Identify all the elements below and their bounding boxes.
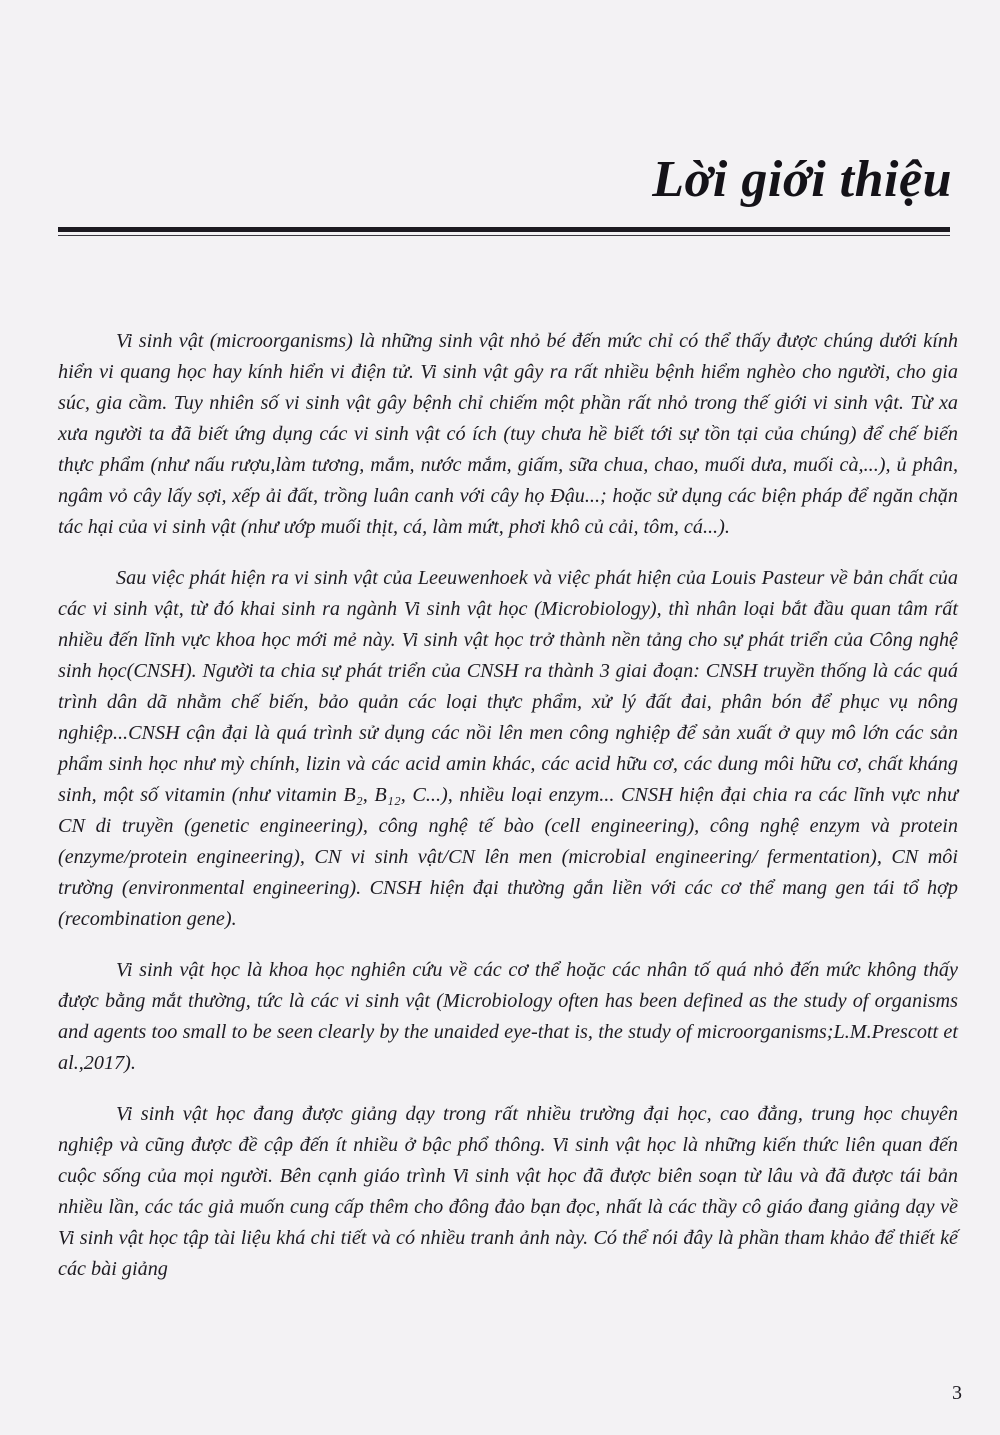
title-underline-thin: [58, 235, 950, 236]
title-underline-thick: [58, 227, 950, 232]
paragraph-3: Vi sinh vật học là khoa học nghiên cứu về các cơ thể hoặc các nhân tố quá nhỏ đến mức không thấy được bằng mắt thường, tức là các vi sinh vật (Microbiology often has been defined as the study of organisms and agents too small to be seen clearly by the unaided eye-that is, the study of microorganisms;L.M.Prescott et al.,2017).: [58, 959, 958, 1074]
paragraph-4: Vi sinh vật học đang được giảng dạy trong rất nhiều trường đại học, cao đẳng, trung học chuyên nghiệp và cũng được đề cập đến ít nhiều ở bậc phổ thông. Vi sinh vật học là những kiến thức liên quan đến cuộc sống của mọi người. Bên cạnh giáo trình Vi sinh vật học đã được biên soạn từ lâu và đã được tái bản nhiều lần, các tác giả muốn cung cấp thêm cho đông đảo bạn đọc, nhất là các thầy cô giáo đang giảng dạy về Vi sinh vật học tập tài liệu khá chi tiết và có nhiều tranh ảnh này. Có thể nói đây là phần tham khảo để thiết kế các bài giảng: [58, 1103, 958, 1280]
page-title: Lời giới thiệu: [652, 151, 952, 208]
page-number: 3: [952, 1382, 962, 1404]
body-text: [58, 326, 958, 1285]
paragraph-2: Sau việc phát hiện ra vi sinh vật của Leeuwenhoek và việc phát hiện của Louis Pasteur về bản chất của các vi sinh vật, từ đó khai sinh ra ngành Vi sinh vật học (Microbiology), thì nhân loại bắt đầu quan tâm rất nhiều đến lĩnh vực khoa học mới mẻ này. Vi sinh vật học trở thành nền tảng cho sự phát triển của Công nghệ sinh học(CNSH). Người ta chia sự phát triển của CNSH ra thành 3 giai đoạn: CNSH truyền thống là các quá trình dân dã nhằm chế biến, bảo quản các loại thực phẩm, xử lý đất đai, phân bón để phục vụ nông nghiệp...CNSH cận đại là quá trình sử dụng các nồi lên men công nghiệp để sản xuất ở quy mô lớn các sản phẩm sinh học như mỳ chính, lizin và các acid amin khác, các acid hữu cơ, các dung môi hữu cơ, chất kháng sinh, một số vitamin (như vitamin B₂, B₁₂, C...), nhiều loại enzym... CNSH hiện đại chia ra các lĩnh vực như CN di truyền (genetic engineering), công nghệ tế bào (cell engineering), công nghệ enzym và protein (enzyme/protein engineering), CN vi sinh vật/CN lên men (microbial engineering/ fermentation), CN môi trường (environmental engineering). CNSH hiện đại thường gắn liền với các cơ thể mang gen tái tổ hợp (recombination gene).: [58, 567, 958, 930]
paragraph-1: Vi sinh vật (microorganisms) là những sinh vật nhỏ bé đến mức chỉ có thể thấy được chúng dưới kính hiển vi quang học hay kính hiển vi điện tử. Vi sinh vật gây ra rất nhiều bệnh hiểm nghèo cho người, cho gia súc, gia cầm. Tuy nhiên số vi sinh vật gây bệnh chỉ chiếm một phần rất nhỏ trong thế giới vi sinh vật. Từ xa xưa người ta đã biết ứng dụng các vi sinh vật có ích (tuy chưa hề biết tới sự tồn tại của chúng) để chế biến thực phẩm (như nấu rượu,làm tương, mắm, nước mắm, giấm, sữa chua, chao, muối dưa, muối cà,...), ủ phân, ngâm vỏ cây lấy sợi, xếp ải đất, trồng luân canh với cây họ Đậu...; hoặc sử dụng các biện pháp để ngăn chặn tác hại của vi sinh vật (như ướp muối thịt, cá, làm mứt, phơi khô củ cải, tôm, cá...).: [58, 330, 958, 538]
